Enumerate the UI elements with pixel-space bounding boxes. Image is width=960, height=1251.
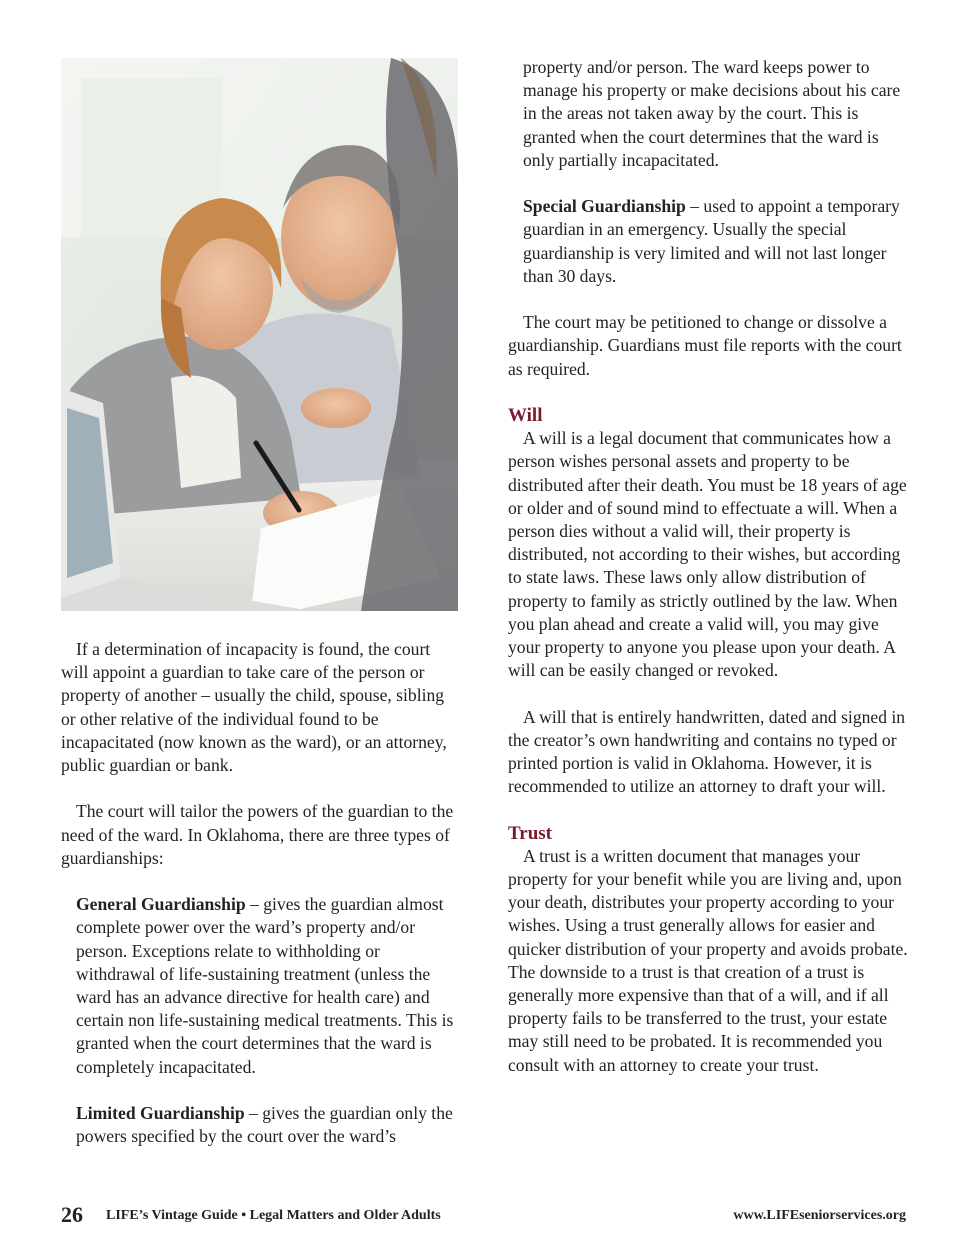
special-guardianship-term: Special Guardianship [523, 196, 686, 217]
will-heading: Will [508, 405, 543, 426]
incapacity-paragraph: If a determination of incapacity is found, the court will appoint a guardian to take care of the person or property of another – usually the child, spouse, sibling or other relative of the individual found to be incapacitated (now known as the ward), or an attorney, public guardian or bank. [61, 639, 447, 776]
trust-paragraph: A trust is a written document that manages your property for your benefit while you are living and, upon your death, distributes your property according to your wishes. Using a trust generally allows for easier and quicker distribution of your property and avoids probate. The downside to a trust is that creation of a trust is generally more expensive than that of a will, and if all property fails to be transferred to the trust, your estate may still need to be probated. It is recommended you consult with an attorney to create your trust. [508, 845, 908, 1075]
website-url[interactable]: www.LIFEseniorservices.org [733, 1208, 906, 1223]
trust-heading: Trust [508, 822, 552, 844]
publication-title: LIFE’s Vintage Guide • Legal Matters and Older Adults [106, 1208, 441, 1223]
will-paragraph-1: A will is a legal document that communicates how a person wishes personal assets and property to be distributed after their death. You must be 18 years of age or older and of sound mind to effectuate a will. When a person dies without a valid will, their property is distributed, not according to their wishes, but according to state laws. These laws only allow distribution of property to family as strictly outlined by the law. When you plan ahead and create a valid will, you may give your property to anyone you please upon your death. A will can be easily changed or revoked. [508, 428, 907, 681]
page-number: 26 [61, 1202, 83, 1227]
special-guardianship-paragraph [508, 195, 913, 288]
general-guardianship-paragraph [61, 893, 461, 1079]
general-guardianship-text: – gives the guardian almost complete power over the ward’s property and/or person. Exceptions relate to withholding or withdrawal of life-sustaining treatment (unless the ward has an advance directive for health care) and certain non life-sustaining medical treatments. This is granted when the court determines that the ward is completely incapacitated. [76, 894, 454, 1077]
general-guardianship-term: General Guardianship [76, 894, 246, 915]
limited-guardianship-term: Limited Guardianship [76, 1103, 245, 1124]
limited-guardianship-text: – gives the guardian only the powers specified by the court over the ward’s [76, 1103, 453, 1147]
left-column [61, 638, 461, 1148]
guardian-powers-paragraph: The court will tailor the powers of the guardian to the need of the ward. In Oklahoma, there are three types of guardianships: [61, 801, 454, 868]
photo-illustration [61, 58, 458, 611]
will-paragraph-2: A will that is entirely handwritten, dated and signed in the creator’s own handwriting and contains no typed or printed portion is valid in Oklahoma. However, it is recommended to utilize an attorney to draft your will. [508, 706, 906, 797]
special-guardianship-text: – used to appoint a temporary guardian in an emergency. Usually the special guardianship is very limited and will not last longer than 30 days. [523, 196, 900, 286]
photo-couple-signing-documents [61, 58, 458, 611]
page-footer [61, 1200, 906, 1232]
limited-guardianship-continued: property and/or person. The ward keeps power to manage his property or make decisions about his care in the areas not taken away by the court. This is granted when the court determines that the ward is only partially incapacitated. [523, 57, 901, 170]
limited-guardianship-paragraph [61, 1102, 461, 1148]
court-petition-paragraph: The court may be petitioned to change or dissolve a guardianship. Guardians must file reports with the court as required. [508, 312, 902, 379]
right-column [508, 56, 913, 1077]
